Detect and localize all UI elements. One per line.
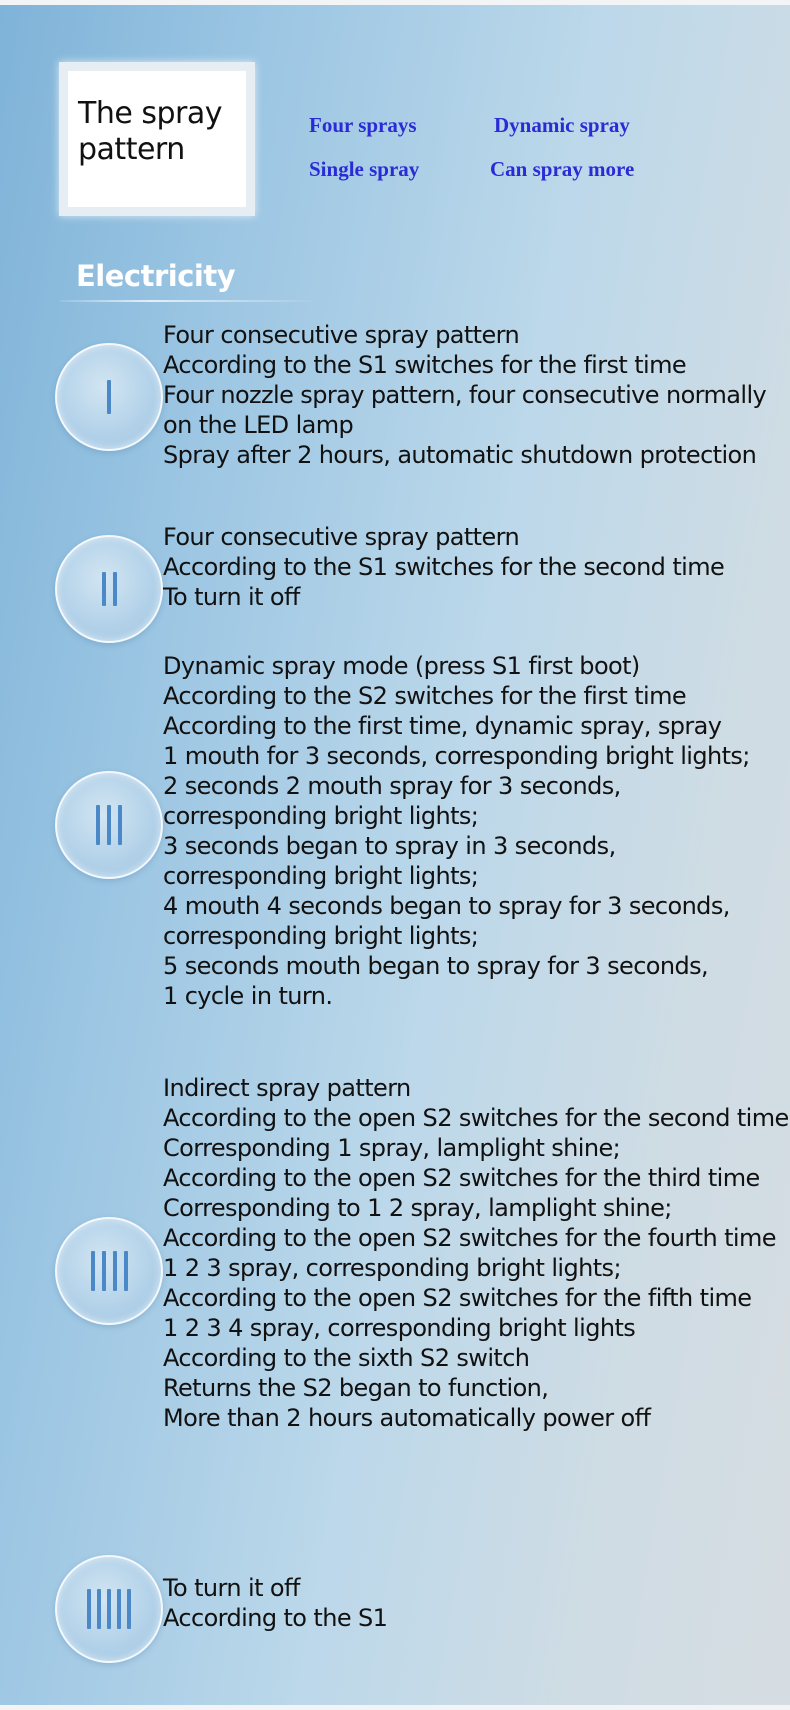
- text-line: Dynamic spray mode (press S1 first boot): [163, 652, 640, 680]
- text-line: 1 cycle in turn.: [163, 982, 333, 1010]
- text-line: According to the S2 switches for the first time: [163, 682, 687, 710]
- text-line: corresponding bright lights;: [163, 862, 479, 890]
- text-line: According to the S1 switches for the second time: [163, 553, 725, 581]
- mode-label-can-spray-more: Can spray more: [490, 157, 635, 181]
- mode-label-single-spray: Single spray: [309, 157, 420, 181]
- step-5-text: [163, 1573, 387, 1633]
- text-line: More than 2 hours automatically power off: [163, 1404, 651, 1432]
- mode-label-four-sprays: Four sprays: [309, 113, 417, 137]
- one-bar-icon: [55, 343, 163, 451]
- text-line: Indirect spray pattern: [163, 1074, 411, 1102]
- text-line: Returns the S2 began to function,: [163, 1374, 549, 1402]
- text-line: According to the open S2 switches for the fourth time: [163, 1224, 776, 1252]
- section-heading: Electricity: [76, 259, 236, 293]
- two-bars-icon: [55, 535, 163, 643]
- text-line: According to the open S2 switches for the fifth time: [163, 1284, 752, 1312]
- text-line: 1 2 3 4 spray, corresponding bright lights: [163, 1314, 636, 1342]
- text-line: 2 seconds 2 mouth spray for 3 seconds,: [163, 772, 621, 800]
- title-card: [59, 62, 255, 216]
- text-line: Four consecutive spray pattern: [163, 321, 520, 349]
- five-bars-icon: [55, 1555, 163, 1663]
- step-2-text: [163, 522, 724, 612]
- text-line: According to the S1 switches for the first time: [163, 351, 687, 379]
- step-4-text: [163, 1073, 789, 1433]
- text-line: 4 mouth 4 seconds began to spray for 3 seconds,: [163, 892, 730, 920]
- text-line: Spray after 2 hours, automatic shutdown protection: [163, 441, 757, 469]
- text-line: According to the first time, dynamic spray, spray: [163, 712, 722, 740]
- text-line: Four consecutive spray pattern: [163, 523, 520, 551]
- step-1-text: [163, 320, 766, 470]
- text-line: Corresponding to 1 2 spray, lamplight shine;: [163, 1194, 672, 1222]
- text-line: To turn it off: [163, 1574, 300, 1602]
- text-line: 1 2 3 spray, corresponding bright lights;: [163, 1254, 621, 1282]
- text-line: on the LED lamp: [163, 411, 354, 439]
- text-line: According to the sixth S2 switch: [163, 1344, 530, 1372]
- section-divider: [60, 300, 320, 302]
- mode-label-dynamic-spray: Dynamic spray: [494, 113, 630, 137]
- step-3-text: [163, 651, 750, 1011]
- text-line: Corresponding 1 spray, lamplight shine;: [163, 1134, 621, 1162]
- page-title: The spray pattern: [78, 96, 222, 167]
- text-line: 5 seconds mouth began to spray for 3 seconds,: [163, 952, 709, 980]
- four-bars-icon: [55, 1217, 163, 1325]
- text-line: According to the S1: [163, 1604, 388, 1632]
- text-line: To turn it off: [163, 583, 300, 611]
- text-line: Four nozzle spray pattern, four consecutive normally: [163, 381, 767, 409]
- text-line: corresponding bright lights;: [163, 922, 479, 950]
- text-line: According to the open S2 switches for the second time: [163, 1104, 789, 1132]
- three-bars-icon: [55, 771, 163, 879]
- text-line: According to the open S2 switches for the third time: [163, 1164, 760, 1192]
- text-line: 3 seconds began to spray in 3 seconds,: [163, 832, 616, 860]
- text-line: 1 mouth for 3 seconds, corresponding bright lights;: [163, 742, 750, 770]
- text-line: corresponding bright lights;: [163, 802, 479, 830]
